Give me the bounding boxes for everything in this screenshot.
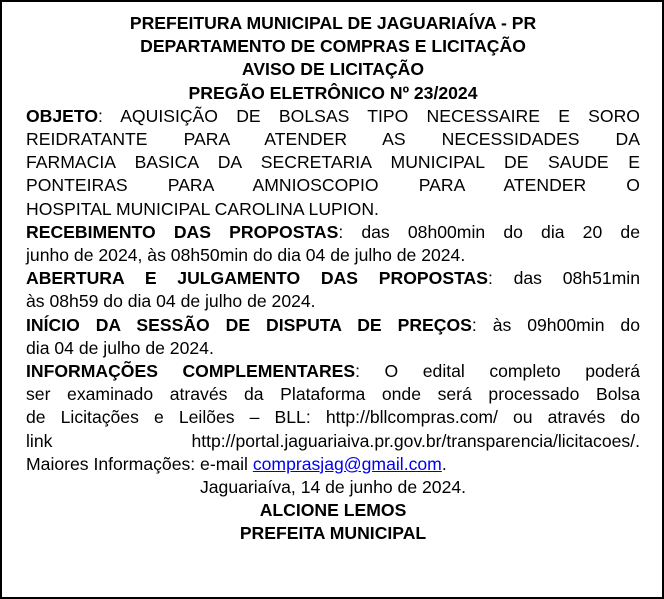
signer-name: ALCIONE LEMOS [259,500,407,521]
recebimento-text-1: : das 08h00min do dia 20 de [338,221,640,242]
contact-line [26,453,640,476]
objeto-text-1: : AQUISIÇÃO DE BOLSAS TIPO NECESSAIRE E SORO [98,105,640,126]
abertura-section [26,267,640,313]
abertura-text-2: às 08h59 do dia 04 de julho de 2024. [26,291,316,312]
objeto-text-5: HOSPITAL MUNICIPAL CAROLINA LUPION. [26,198,379,219]
inicio-label: INÍCIO DA SESSÃO DE DISPUTA DE PREÇOS [26,314,472,335]
informacoes-text-3: de Licitações e Leilões – BLL: http://bllcompras.com/ ou através do [26,407,640,428]
recebimento-text-2: junho de 2024, às 08h50min do dia 04 de julho de 2024. [26,245,466,266]
email-link[interactable]: comprasjag@gmail.com [252,453,442,474]
abertura-label: ABERTURA E JULGAMENTO DAS PROPOSTAS [26,268,488,289]
objeto-text-3: FARMACIA BASICA DA SECRETARIA MUNICIPAL DE SAUDE E [26,152,640,173]
informacoes-label: INFORMAÇÕES COMPLEMENTARES [26,361,356,382]
inicio-text-1: : às 09h00min do [471,314,640,335]
objeto-text-4: PONTEIRAS PARA AMNIOSCOPIO PARA ATENDER O [26,175,640,196]
informacoes-section [26,360,640,476]
objeto-section [26,105,640,221]
header-prefeitura: PREFEITURA MUNICIPAL DE JAGUARIAÍVA - PR [129,13,537,33]
abertura-text-1: : das 08h51min [487,268,641,289]
header-departamento: DEPARTAMENTO DE COMPRAS E LICITAÇÃO [140,36,526,57]
recebimento-section [26,221,640,267]
recebimento-label: RECEBIMENTO DAS PROPOSTAS [26,221,339,242]
link-word: link [26,430,53,451]
inicio-section [26,314,640,360]
signer-title: PREFEITA MUNICIPAL [239,523,427,544]
contact-suffix: . [441,453,447,474]
objeto-label: OBJETO [26,105,99,126]
contact-prefix: Maiores Informações: e-mail [26,453,253,474]
objeto-text-2: REIDRATANTE PARA ATENDER AS NECESSIDADES DA [26,129,640,150]
transparency-link-text: http://portal.jaguariaiva.pr.gov.br/transparencia/licitacoes/. [191,430,640,451]
informacoes-text-1: : O edital completo poderá [355,361,641,382]
place-date: Jaguariaíva, 14 de junho de 2024. [199,477,467,498]
informacoes-text-2: ser examinado através da Plataforma onde será processado Bolsa [26,384,640,405]
header-aviso: AVISO DE LICITAÇÃO [241,59,425,80]
inicio-text-2: dia 04 de julho de 2024. [26,337,214,358]
header-pregao: PREGÃO ELETRÔNICO Nº 23/2024 [188,82,478,103]
